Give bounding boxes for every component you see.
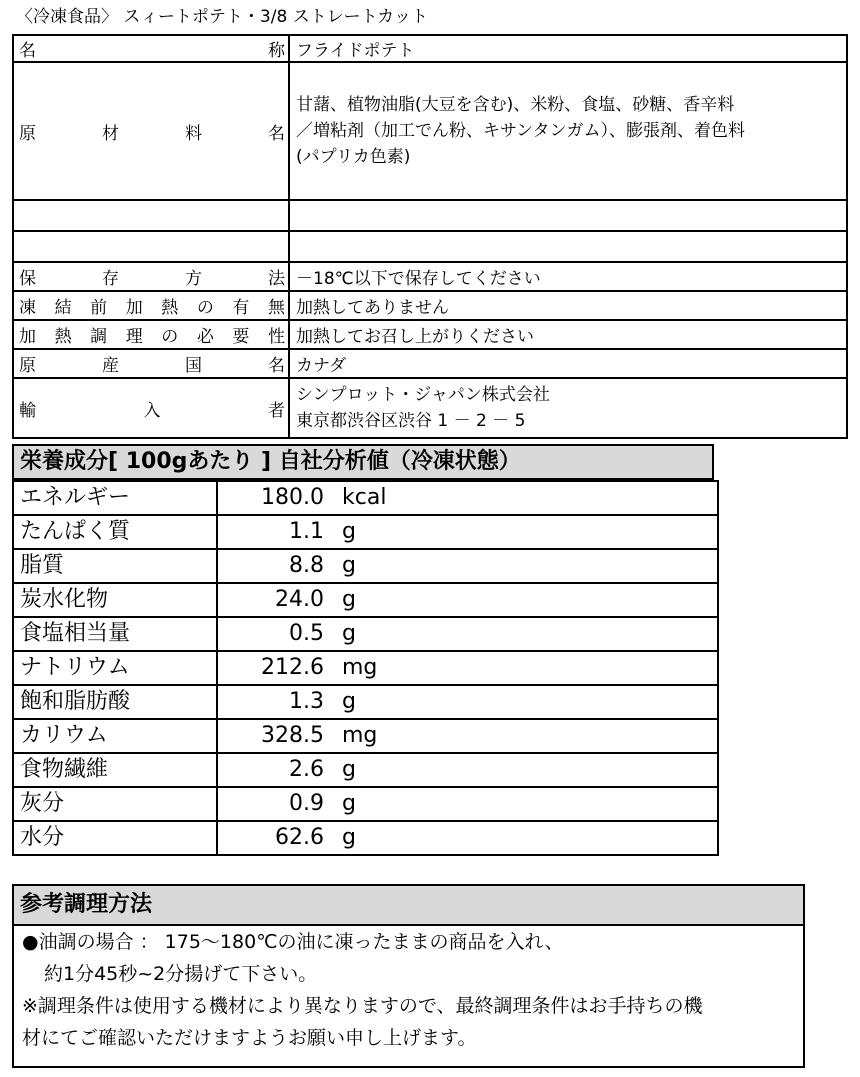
label-storage: 保 存 方 法 bbox=[13, 262, 289, 291]
info-row-empty-1 bbox=[13, 200, 847, 231]
nutrient-name: 脂質 bbox=[13, 549, 217, 583]
value-origin: カナダ bbox=[289, 349, 847, 378]
nutrient-name: たんぱく質 bbox=[13, 515, 217, 549]
nutrient-unit: g bbox=[342, 791, 356, 816]
nutrient-unit: g bbox=[342, 519, 356, 544]
label-empty bbox=[13, 231, 289, 262]
nutrition-header: 栄養成分[ 100gあたり ] 自社分析値（冷凍状態） bbox=[12, 444, 714, 480]
value-preheat: 加熱してありません bbox=[289, 291, 847, 320]
info-row-cooking-required bbox=[13, 320, 847, 349]
nutrient-amount bbox=[217, 685, 718, 719]
nutrient-name: エネルギー bbox=[13, 481, 217, 515]
label-name: 名 称 bbox=[13, 35, 289, 62]
nutrient-unit: g bbox=[342, 553, 356, 578]
nutrition-row bbox=[13, 685, 718, 719]
info-row-storage bbox=[13, 262, 847, 291]
nutrient-amount bbox=[217, 515, 718, 549]
cooking-line: ●油調の場合 ： 175～180℃の油に凍ったままの商品を入れ、 bbox=[22, 931, 564, 953]
info-row-ingredients bbox=[13, 62, 847, 200]
nutrition-table bbox=[12, 480, 719, 856]
value-empty bbox=[289, 231, 847, 262]
nutrition-row bbox=[13, 515, 718, 549]
nutrient-name: 灰分 bbox=[13, 787, 217, 821]
nutrition-row bbox=[13, 719, 718, 753]
label-ingredients: 原 材 料 名 bbox=[13, 62, 289, 200]
cooking-note-line: ※調理条件は使用する機材により異なりますので、最終調理条件はお手持ちの機 bbox=[22, 995, 703, 1017]
label-cooking-required: 加 熱 調 理 の 必 要 性 bbox=[13, 320, 289, 349]
value-storage: －18℃以下で保存してください bbox=[289, 262, 847, 291]
nutrient-amount bbox=[217, 617, 718, 651]
nutrient-value: 180.0 bbox=[261, 485, 324, 510]
value-name: フライドポテト bbox=[289, 35, 847, 62]
cooking-method-header: 参考調理方法 bbox=[14, 886, 803, 926]
nutrition-row bbox=[13, 583, 718, 617]
nutrition-row bbox=[13, 651, 718, 685]
label-empty bbox=[13, 200, 289, 231]
nutrient-amount bbox=[217, 583, 718, 617]
nutrient-value: 0.5 bbox=[289, 621, 324, 646]
nutrient-value: 328.5 bbox=[261, 723, 324, 748]
nutrient-unit: g bbox=[342, 757, 356, 782]
value-cooking-required: 加熱してお召し上がりください bbox=[289, 320, 847, 349]
nutrition-row bbox=[13, 821, 718, 855]
cooking-method-box bbox=[12, 884, 805, 1068]
nutrient-unit: g bbox=[342, 689, 356, 714]
nutrient-unit: g bbox=[342, 621, 356, 646]
nutrient-value: 24.0 bbox=[275, 587, 324, 612]
nutrient-value: 212.6 bbox=[261, 655, 324, 680]
nutrient-name: 飽和脂肪酸 bbox=[13, 685, 217, 719]
nutrient-amount bbox=[217, 787, 718, 821]
nutrient-name: 食物繊維 bbox=[13, 753, 217, 787]
nutrient-unit: mg bbox=[342, 655, 378, 680]
value-empty bbox=[289, 200, 847, 231]
label-preheat: 凍 結 前 加 熱 の 有 無 bbox=[13, 291, 289, 320]
label-origin: 原 産 国 名 bbox=[13, 349, 289, 378]
info-row-importer bbox=[13, 378, 847, 438]
value-importer: シンプロット・ジャパン株式会社 東京都渋谷区渋谷 1 － 2 － 5 bbox=[289, 378, 847, 438]
nutrient-amount bbox=[217, 651, 718, 685]
nutrition-row bbox=[13, 787, 718, 821]
product-info-table bbox=[12, 34, 848, 439]
label-importer: 輸 入 者 bbox=[13, 378, 289, 438]
nutrient-name: ナトリウム bbox=[13, 651, 217, 685]
nutrient-value: 1.1 bbox=[289, 519, 324, 544]
nutrient-unit: g bbox=[342, 825, 356, 850]
nutrient-value: 62.6 bbox=[275, 825, 324, 850]
cooking-note-line: 材にてご確認いただけますようお願い申し上げます。 bbox=[22, 1027, 477, 1049]
nutrient-name: 炭水化物 bbox=[13, 583, 217, 617]
nutrient-name: カリウム bbox=[13, 719, 217, 753]
nutrient-name: 水分 bbox=[13, 821, 217, 855]
nutrition-row bbox=[13, 617, 718, 651]
cooking-line: 約1分45秒~2分揚げて下さい。 bbox=[44, 963, 318, 985]
nutrient-unit: mg bbox=[342, 723, 378, 748]
nutrient-amount bbox=[217, 821, 718, 855]
info-row-empty-2 bbox=[13, 231, 847, 262]
info-row-name bbox=[13, 35, 847, 62]
nutrient-value: 1.3 bbox=[289, 689, 324, 714]
nutrient-value: 0.9 bbox=[289, 791, 324, 816]
nutrition-row bbox=[13, 753, 718, 787]
nutrient-amount bbox=[217, 481, 718, 515]
nutrient-value: 8.8 bbox=[289, 553, 324, 578]
page-title: 〈冷凍食品〉 スィートポテト・3/8 ストレートカット bbox=[16, 7, 428, 27]
nutrient-amount bbox=[217, 753, 718, 787]
info-row-preheat bbox=[13, 291, 847, 320]
nutrient-amount bbox=[217, 549, 718, 583]
value-ingredients: 甘藷、植物油脂(大豆を含む)、米粉、食塩、砂糖、香辛料 ／増粘剤（加工でん粉、キサンタンガム）、膨張剤、着色料 (パプリカ色素) bbox=[289, 62, 847, 200]
nutrient-unit: g bbox=[342, 587, 356, 612]
nutrient-name: 食塩相当量 bbox=[13, 617, 217, 651]
info-row-origin bbox=[13, 349, 847, 378]
nutrient-amount bbox=[217, 719, 718, 753]
nutrition-row bbox=[13, 481, 718, 515]
nutrient-value: 2.6 bbox=[289, 757, 324, 782]
nutrition-row bbox=[13, 549, 718, 583]
nutrient-unit: kcal bbox=[342, 485, 387, 510]
